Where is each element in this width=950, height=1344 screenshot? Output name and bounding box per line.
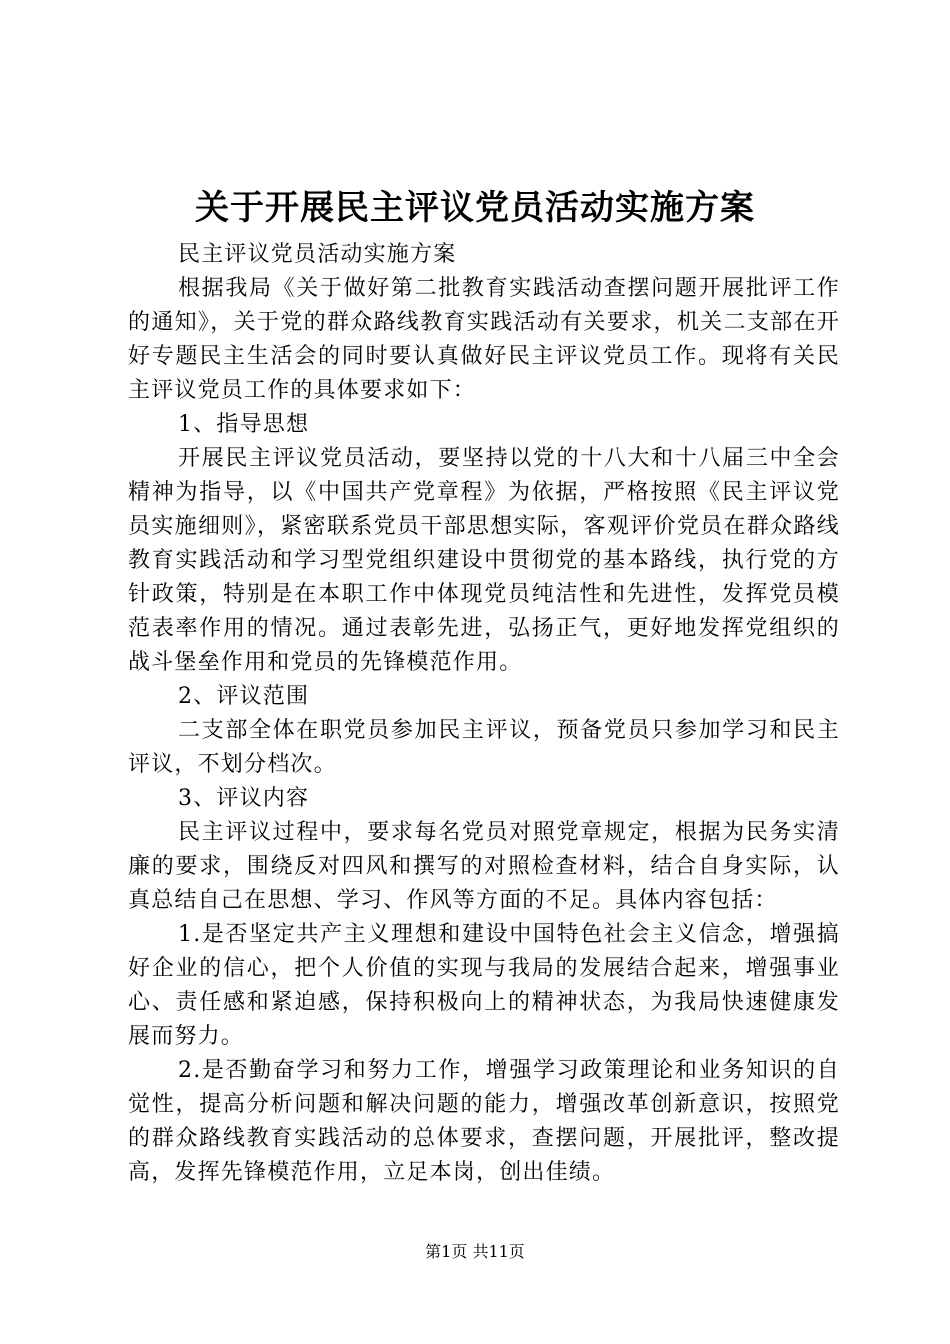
section-heading-content: 3、评议内容 [178, 786, 310, 811]
document-body [128, 238, 840, 1190]
section-heading-scope: 2、评议范围 [178, 684, 310, 709]
section-heading-guiding-thought: 1、指导思想 [178, 412, 310, 437]
document-title: 关于开展民主评议党员活动实施方案 [195, 188, 755, 228]
paragraph-scope: 二支部全体在职党员参加民主评议，预备党员只参加学习和民主评议，不划分档次。 [128, 718, 840, 777]
list-item-2: 2.是否勤奋学习和努力工作，增强学习政策理论和业务知识的自觉性，提高分析问题和解决问题的能力，增强改革创新意识，按照党的群众路线教育实践活动的总体要求，查摆问题，开展批评，整改提高，发挥先锋模范作用，立足本岗，创出佳绩。 [128, 1058, 840, 1185]
page-footer: 第1页 共11页 [425, 1242, 525, 1261]
paragraph-guiding-thought: 开展民主评议党员活动，要坚持以党的十八大和十八届三中全会精神为指导，以《中国共产党章程》为依据，严格按照《民主评议党员实施细则》，紧密联系党员干部思想实际，客观评价党员在群众路线教育实践活动和学习型党组织建设中贯彻党的基本路线，执行党的方针政策，特别是在本职工作中体现党员纯洁性和先进性，发挥党员模范表率作用的情况。通过表彰先进，弘扬正气，更好地发挥党组织的战斗堡垒作用和党员的先锋模范作用。 [128, 446, 840, 675]
paragraph-subtitle: 民主评议党员活动实施方案 [178, 242, 457, 267]
list-item-1: 1.是否坚定共产主义理想和建设中国特色社会主义信念，增强搞好企业的信心，把个人价值的实现与我局的发展结合起来，增强事业心、责任感和紧迫感，保持积极向上的精神状态，为我局快速健康发展而努力。 [128, 922, 840, 1049]
paragraph-content: 民主评议过程中，要求每名党员对照党章规定，根据为民务实清廉的要求，围绕反对四风和撰写的对照检查材料，结合自身实际，认真总结自己在思想、学习、作风等方面的不足。具体内容包括： [128, 820, 840, 913]
paragraph-intro: 根据我局《关于做好第二批教育实践活动查摆问题开展批评工作的通知》，关于党的群众路线教育实践活动有关要求，机关二支部在开好专题民主生活会的同时要认真做好民主评议党员工作。现将有关民主评议党员工作的具体要求如下： [128, 276, 840, 403]
